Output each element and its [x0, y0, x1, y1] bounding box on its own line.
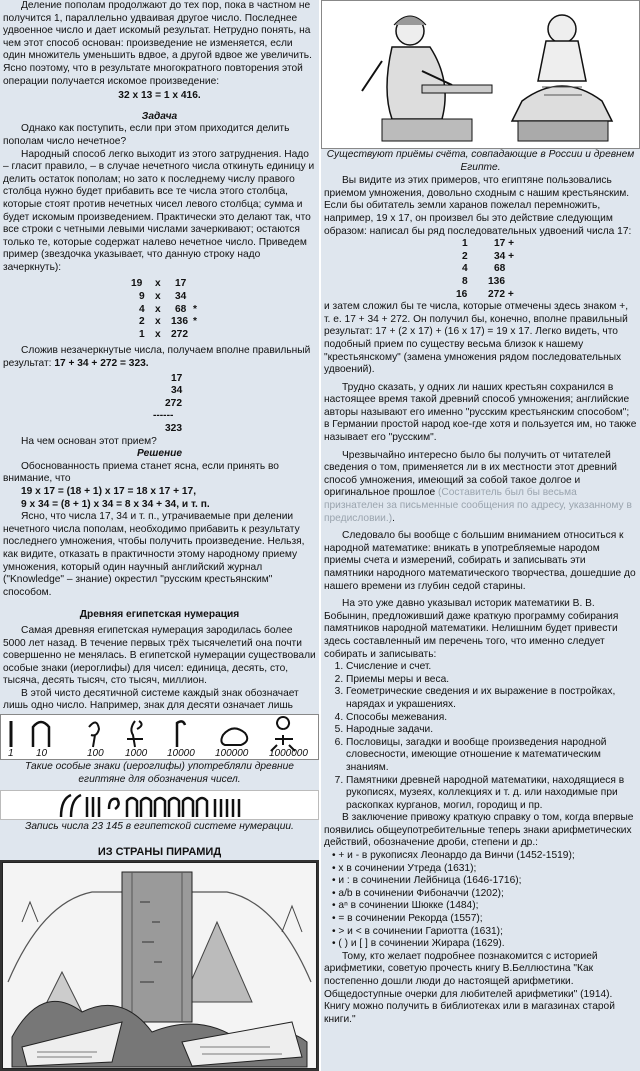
- hieroglyphs-caption: Такие особые знаки (иероглифы) употребляли древние египтяне для обозначения чисел.: [25, 761, 294, 785]
- paragraph: Ясно, что числа 17, 34 и т. п., утрачиваемые при делении нечетного числа пополам, необходимо прибавить к результату последнего умножения, чтобы получить произведение. Нельзя, как видите, отказать в практичности этому народному приему умножения, который один научный английский журнал ("Knowledge" – знание) окрестил "русским крестьянским" способом.: [3, 511, 305, 598]
- list-item: 7. Памятники древней народной математики, находящиеся в рукописях, музеях, коллекциях и т. д. или находимые при раскопках курганов, могил, городищ и пр.: [346, 775, 637, 813]
- list-item: 2. Приемы меры и веса.: [346, 674, 637, 687]
- doubling-table: 1 17 + 2 34 + 4 68 8 136 16 272 +: [456, 238, 515, 300]
- table-row: 4 х 68 *: [139, 303, 197, 315]
- paragraph: Самая древняя египетская нумерация зародилась более 5000 лет назад. В течение первых трёх тысячелетий она почти совершенно не менялась. В египетской нумерации существовали особые знаки (иероглифы) для чисел: единица, десять, сто, тысяча, десять тысяч, сто тысяч, миллион.: [3, 624, 316, 687]
- paragraph: Обоснованность приема станет ясна, если принять во внимание, что: [3, 460, 279, 485]
- number-record-caption: Запись числа 23 145 в египетской системе нумерации.: [25, 821, 294, 832]
- list-item: • ( ) и [ ] в сочинении Жирара (1629).: [332, 938, 637, 951]
- paragraph: Народный способ легко выходит из этого затруднения. Надо – гласит правило, – в случае нечетного числа откинуть единицу и делить остаток пополам; но зато к последнему числу правого столбца нужно будет прибавить все те числа этого столбца, которые стоят против нечетных чисел левого столбца; сумма и будет искомым произведением. Практически это делают так, что все строки с четными левыми числами зачеркивают; остаются только те, которые содержат налево нечетное число. Приведем пример (звездочка указывает, что данную строку надо зачеркнуть):: [3, 148, 315, 273]
- sum-column: 17 34 272 ------ 323: [153, 372, 183, 434]
- number-record-figure: [0, 790, 319, 820]
- paragraph: В этой чисто десятичной системе каждый знак обозначает лишь одно число. Например, знак для десяти означает лишь: [3, 687, 299, 712]
- paragraph: Тому, кто желает подробнее познакомится с историей арифметики, советую прочесть книгу В.Беллюстина "Как постепенно дошли люди до настоящей арифметики. Общедоступные очерки для любителей арифметики" (1914). Книгу можно получить в библиотеках или в магазинах старой книги.": [324, 950, 615, 1025]
- paragraph: Деление пополам продолжают до тех пор, пока в частном не получится 1, параллельно удваивая другое число. Последнее удвоенное число и дает искомый результат. Нетрудно понять, на чем этот способ основан: произведение не изменяется, если один множитель уменьшить вдвое, а другой вдвое же увеличить. Ясно поэтому, что в результате многократного повторения этой операции получается искомое произведение:: [3, 0, 312, 87]
- list-item: 4. Способы межевания.: [346, 712, 637, 725]
- paragraph: Сложив незачеркнутые числа, получаем вполне правильный результат: 17 + 34 + 272 = 323.: [3, 345, 311, 370]
- list-item: • a/b в сочинении Фибоначчи (1202);: [332, 888, 637, 901]
- egyptian-number-icon: [1, 791, 319, 820]
- paragraph: Однако как поступить, если при этом приходится делить пополам число нечетное?: [3, 123, 290, 147]
- hieroglyph-labels: 1 10 100 1000 10000 100000 1000000: [8, 748, 308, 759]
- pyramid-scene-icon: [2, 862, 317, 1069]
- paragraph: На это уже давно указывал историк математики В. В. Бобынин, предложивший даже краткую программу собирания памятников народной математики. Нелишним будет привести здесь составленный им перечень того, что именно следует собирать и записывать:: [324, 598, 619, 660]
- collection-list: [346, 661, 637, 812]
- equation: 32 х 13 = 1 х 416.: [118, 90, 201, 102]
- list-item: • х в сочинении Утреда (1631);: [332, 863, 637, 876]
- table-row: 1 х 272: [139, 328, 188, 340]
- paragraph: Чрезвычайно интересно было бы получить от читателей сведения о том, применяется ли в их местности этот древний способ умножения, имеющий за собой такое долгое и оригинальное прошлое (Составитель был бы весьма признателен за письменные сообщения по адресу, указанному в предисловии.).: [324, 449, 632, 524]
- scribes-illustration: [321, 0, 640, 149]
- equation: 19 х 17 = (18 + 1) х 17 = 18 х 17 + 17,: [21, 485, 197, 497]
- list-item: 1. Счисление и счет.: [346, 661, 637, 674]
- left-text-block: [3, 0, 316, 738]
- list-item: 5. Народные задачи.: [346, 724, 637, 737]
- table-row: 9 х 34: [139, 291, 187, 303]
- symbols-list: [332, 850, 637, 951]
- right-text-block: [324, 149, 637, 1026]
- solution-heading: Решение: [136, 448, 183, 460]
- left-column: [0, 0, 319, 1071]
- illustration-caption: Существуют приёмы счёта, совпадающие в России и древнем Египте.: [326, 149, 635, 173]
- task-heading: Задача: [141, 110, 178, 122]
- table-row: 19 х 17: [131, 278, 187, 290]
- paragraph: В заключение привожу краткую справку о том, когда впервые появились общеупотребительные теперь знаки арифметических действий, обозначение дроби, степени и др.:: [324, 812, 634, 849]
- right-column: [321, 0, 640, 1071]
- pyramid-heading: ИЗ СТРАНЫ ПИРАМИД: [97, 846, 222, 858]
- scribes-scene-icon: [322, 1, 640, 149]
- section-heading: Древняя египетская нумерация: [79, 609, 240, 621]
- paragraph: Вы видите из этих примеров, что египтяне пользовались приемом умножения, довольно сходным с нашим крестьянским. Если бы обитатель земли харанов пожелал перемножить, например, 19 х 17, он произвел бы это действие следующим образом: написал бы ряд последовательных удвоений числа 17:: [324, 175, 632, 237]
- paragraph: Следовало бы вообще с большим вниманием относиться к народной математике: вникать в употребляемые народом приемы счета и измерений, собирать и записывать эти памятники народного математического творчества, дошедшие до нашего времени из глубин седой старины.: [324, 530, 636, 592]
- table-row: 2 х 136 *: [139, 316, 197, 328]
- list-item: • и : в сочинении Лейбница (1646-1716);: [332, 875, 637, 888]
- pyramid-illustration: [0, 860, 319, 1071]
- list-item: • = в сочинении Рекорда (1557);: [332, 913, 637, 926]
- list-item: 3. Геометрические сведения и их выражение в постройках, нарядах и украшениях.: [346, 686, 637, 711]
- multiplication-table: [3, 278, 316, 341]
- paragraph: Трудно сказать, у одних ли наших крестьян сохранился в настоящее время такой древний способ умножения; английские авторы называют его именно "русским крестьянским способом"; в Германии простой народ кое-где хотя и пользуется им, но также называет его "русским".: [324, 381, 637, 444]
- paragraph: На чем основан этот прием?: [21, 435, 157, 447]
- list-item: 6. Пословицы, загадки и вообще произведения народной словесности, имеющие отношение к математическим знаниям.: [346, 737, 637, 775]
- paragraph: и затем сложил бы те числа, которые отмечены здесь знаком +, т. е. 17 + 34 + 272. Он получил бы, конечно, вполне правильный результат: 17 + (2 х 17) + (16 х 17) = 19 х 17. Легко видеть, что подобный прием по существу весьма близок к нашему "крестьянскому" (замена умножения рядом последовательных удвоений).: [324, 301, 629, 376]
- list-item: • > и < в сочинении Гариотта (1631);: [332, 926, 637, 939]
- list-item: • aⁿ в сочинении Шюкке (1484);: [332, 900, 637, 913]
- list-item: • + и - в рукописях Леонардо да Винчи (1452-1519);: [332, 850, 637, 863]
- hieroglyphs-figure: [0, 714, 319, 760]
- equation: 9 х 34 = (8 + 1) х 34 = 8 х 34 + 34, и т. п.: [21, 498, 210, 510]
